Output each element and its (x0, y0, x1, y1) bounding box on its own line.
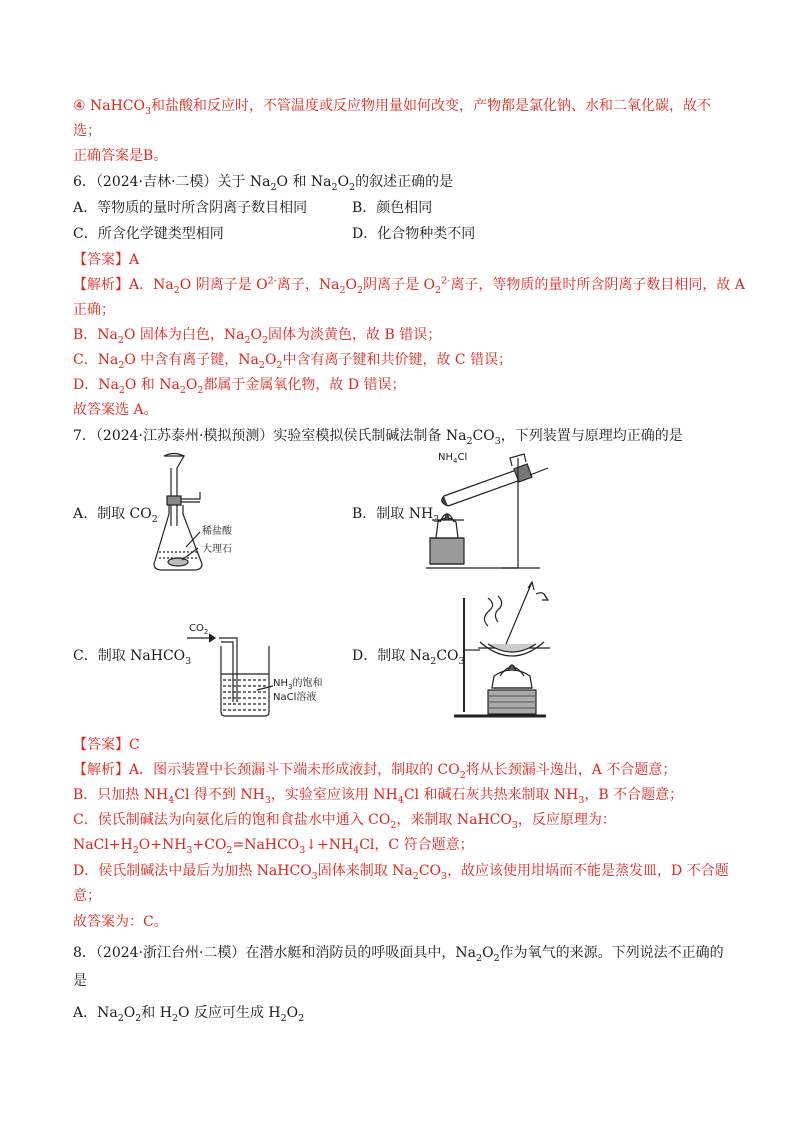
q7-option-c: C．制取 NaHCO$_3$ (73, 648, 192, 667)
figure-b-nh3-apparatus (426, 448, 558, 574)
fig-a-label-marble: 大理石 (202, 544, 232, 555)
prev-explanation-line-2: 选； (73, 123, 101, 139)
q7-final-answer: 故答案为：C。 (73, 914, 168, 930)
q8-stem: 8．（2024·浙江台州·二模）在潜水艇和消防员的呼吸面具中，$Na_2O_2$作为氧气的来源。下列说法不正确的 (73, 945, 724, 964)
q6-final-answer: 故答案选 A。 (73, 402, 158, 418)
q7-explanation-c: C．侯氏制碱法为向氨化后的饱和食盐水中通入 $CO_2$，来制取 NaHCO$_3$，反应原理为： (73, 812, 616, 831)
q6-explanation-b: B．$Na_2O$ 固体为白色，$Na_2O_2$固体为淡黄色，故 B 错误； (73, 327, 442, 346)
q7-reaction-equation: $NaCl+H_2O+NH_3+CO_2=NaHCO_3↓+NH_4Cl$，C 符合题意； (73, 837, 474, 856)
q7-option-a: A．制取 $CO_2$ (73, 506, 158, 525)
fig-c-label-nacl: NaCl溶液 (273, 692, 317, 703)
q6-option-c: C．所含化学键类型相同 (73, 226, 224, 242)
q6-explanation-c: C．$Na_2O$ 中含有离子键，$Na_2O_2$中含有离子键和共价键，故 C 错误； (73, 352, 513, 371)
q6-answer: 【答案】A (73, 252, 140, 268)
q7-explanation-d-line-2: 意； (73, 888, 101, 904)
q6-stem: 6．（2024·吉林·二模）关于 $Na_2O$ 和 $Na_2O_2$的叙述正确的是 (73, 174, 454, 193)
q7-explanation-d: D．侯氏制碱法中最后为加热 NaHCO$_3$固体来制取 $Na_2CO_3$，故应该使用坩埚而不能是蒸发皿，D 不合题 (73, 863, 729, 882)
q7-option-b: B．制取 $NH_3$ (352, 506, 440, 525)
figure-d-na2co3-apparatus (452, 580, 564, 722)
prev-explanation-line-1: ④ NaHCO$_3$和盐酸和反应时，不管温度或反应物用量如何改变，产物都是氯化钠、水和二氧化碳，故不 (73, 98, 712, 117)
q6-explanation-line-1: 【解析】A．$Na_2O$ 阴离子是 $O^{2-}$离子，$Na_2O_2$阴离子是 $O_2^{2-}$离子，等物质的量时所含阴离子数目相同，故 A (73, 275, 745, 296)
q7-option-d: D．制取 $Na_2CO_3$ (352, 648, 465, 667)
fig-a-label-acid: 稀盐酸 (202, 526, 232, 537)
q6-explanation-line-2: 正确； (73, 302, 115, 318)
q8-stem-line-2: 是 (73, 973, 87, 989)
q7-stem: 7．（2024·江苏泰州·模拟预测）实验室模拟侯氏制碱法制备 $Na_2CO_3$，下列装置与原理均正确的是 (73, 428, 683, 447)
figure-c-nahco3-apparatus (185, 620, 335, 720)
q6-option-b: B．颜色相同 (352, 200, 433, 216)
q6-option-d: D．化合物种类不同 (352, 226, 476, 242)
q6-explanation-d: D．$Na_2O$ 和 $Na_2O_2$都属于金属氧化物，故 D 错误； (73, 377, 406, 396)
figure-a-co2-apparatus (150, 452, 260, 578)
prev-answer: 正确答案是B。 (73, 148, 168, 164)
q6-option-a: A．等物质的量时所含阴离子数目相同 (73, 200, 308, 216)
q7-explanation-b: B．只加热 $NH_4Cl$ 得不到 $NH_3$，实验室应该用 $NH_4Cl$ 和碱石灰共热来制取 $NH_3$，B 不合题意； (73, 787, 684, 806)
fig-c-label-co2: $CO_2$ (189, 623, 209, 636)
q7-answer: 【答案】C (73, 737, 140, 753)
q7-explanation-a: 【解析】A．图示装置中长颈漏斗下端未形成液封，制取的 $CO_2$将从长颈漏斗逸出，A 不合题意； (73, 762, 677, 781)
fig-b-label-nh4cl: $NH_4Cl$ (438, 452, 468, 465)
q8-option-a: A．$Na_2O_2$和 $H_2O$ 反应可生成 $H_2O_2$ (73, 1005, 305, 1024)
fig-c-label-nh3: $NH_3$的饱和 (273, 678, 323, 691)
